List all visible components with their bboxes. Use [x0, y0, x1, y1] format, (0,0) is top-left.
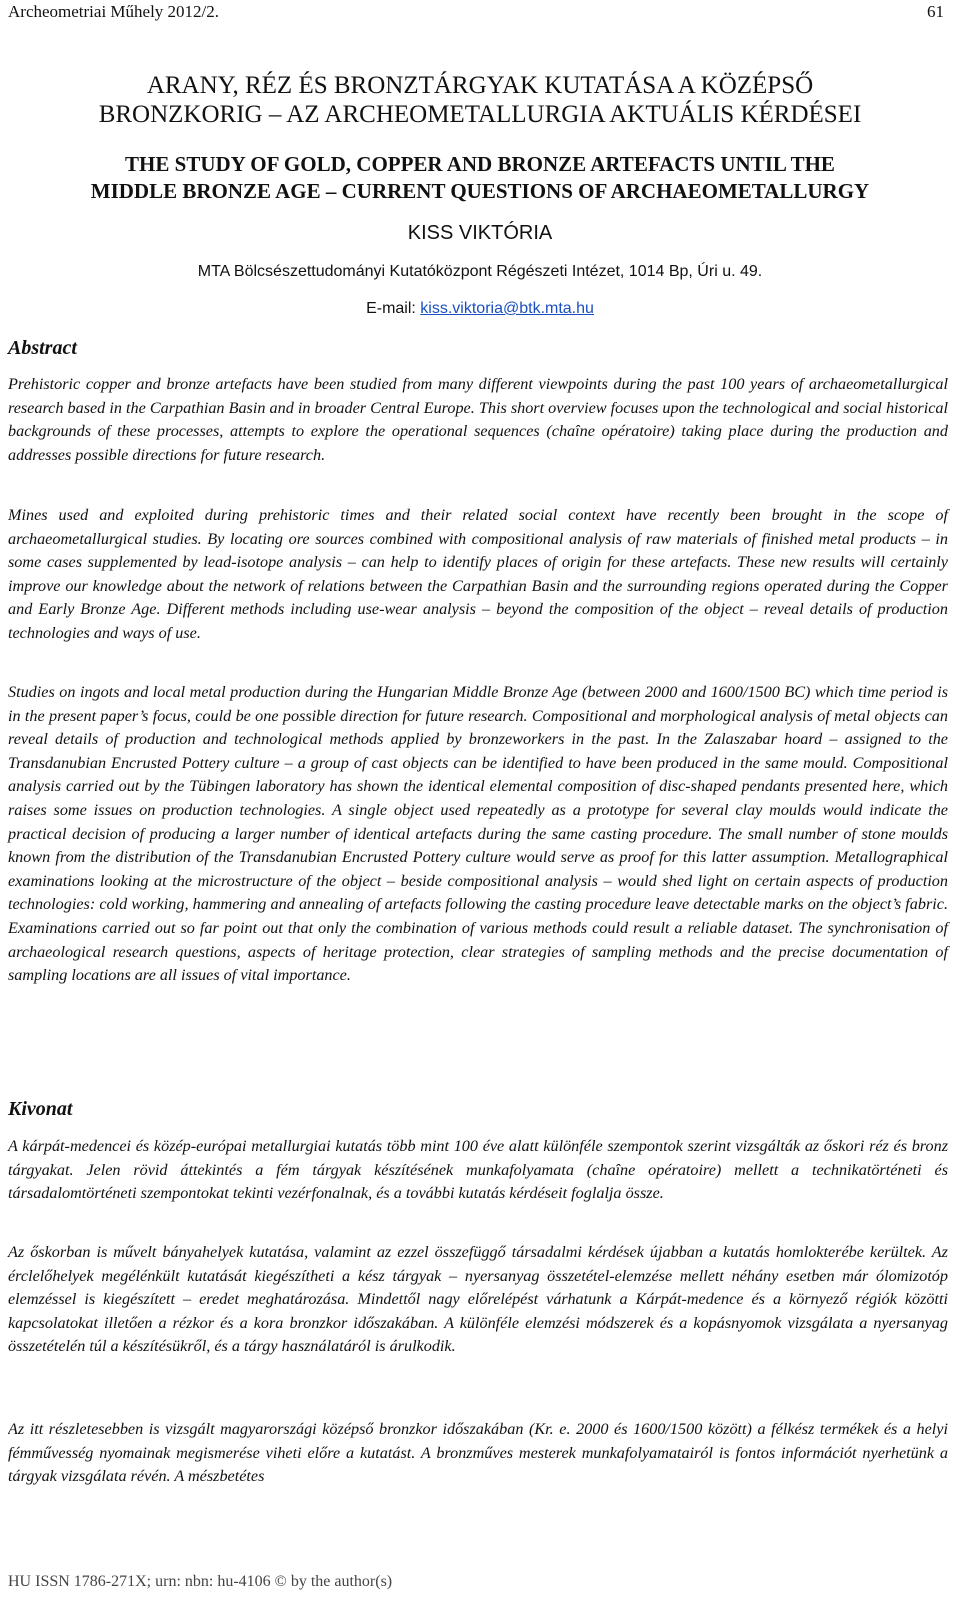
page-number: 61: [927, 2, 944, 21]
abstract-paragraph-2: Mines used and exploited during prehistoric times and their related social context have recently been brought in the scope of archaeometallurgical studies. By locating ore sources combined with compositional analysis of raw materials of finished metal products – in some cases supplemented by lead-isotope analysis – can help to identify places of origin for these artefacts. These new results will certainly improve our knowledge about the network of relations between the Carpathian Basin and the surrounding regions operated during the Copper and Early Bronze Age. Different methods including use-wear analysis – beyond the composition of the object – reveal details of production technologies and ways of use.: [8, 506, 948, 642]
email-label: E-mail:: [366, 300, 421, 317]
kivonat-paragraph-1: A kárpát-medencei és közép-európai metallurgiai kutatás több mint 100 éve alatt különféle szempontok szerint vizsgálták az őskori réz és bronz tárgyakat. Jelen rövid áttekintés a fém tárgyak készítésének munkafolyamata (chaîne opératoire) mellett a technikatörténeti és társadalomtörténeti szempontokat tekinti vezérfonalnak, és a további kutatás kérdéseit foglalja össze.: [8, 1137, 948, 1203]
kivonat-heading: Kivonat: [8, 1098, 73, 1120]
title-hungarian-line-2: BRONZKORIG – AZ ARCHEOMETALLURGIA AKTUÁLIS KÉRDÉSEI: [98, 101, 862, 128]
kivonat-paragraph-2: Az őskorban is művelt bányahelyek kutatása, valamint az ezzel összefüggő társadalmi kérdések újabban a kutatás homlokterébe kerültek. Az érclelőhelyek megélénkült kutatását kiegészítheti a kész tárgyak – nyersanyag összetétel-elemzése mellett néhány esetben már ólomizotóp elemzéssel is kiegészített – eredet meghatározása. Mindettől nagy előrelépést várhatunk a Kárpát-medence és a környező régiók közötti kapcsolatokat illetően a rézkor és a kora bronzkor időszakában. A különféle elemzési módszerek és a kopásnyomok vizsgálata a nyersanyag összetételén túl a készítésükről, és a tárgy használatáról is árulkodik.: [8, 1243, 948, 1356]
title-hungarian: [8, 71, 952, 129]
abstract-paragraph-1: Prehistoric copper and bronze artefacts have been studied from many different viewpoints during the past 100 years of archaeometallurgical research based in the Carpathian Basin and in broader Central Europe. This short overview focuses upon the technological and social historical backgrounds of these processes, attempts to explore the operational sequences (chaîne opératoire) taking place during the production and addresses possible directions for future research.: [8, 375, 948, 464]
title-english-line-1: THE STUDY OF GOLD, COPPER AND BRONZE ARTEFACTS UNTIL THE: [125, 152, 835, 176]
document-page: [8, 0, 952, 1599]
kivonat-paragraph-3: Az itt részletesebben is vizsgált magyarországi középső bronzkor időszakában (Kr. e. 2000 és 1600/1500 között) a félkész termékek és a helyi fémművesség nyomainak megismerése viheti előre a kutatást. A bronzműves mesterek munkafolyamatairól is fontos információt nyerhetünk a tárgyak vizsgálata révén. A mészbetétes: [8, 1420, 948, 1486]
title-english: [8, 151, 952, 205]
title-english-line-2: MIDDLE BRONZE AGE – CURRENT QUESTIONS OF ARCHAEOMETALLURGY: [90, 179, 870, 203]
title-hungarian-line-1: ARANY, RÉZ ÉS BRONZTÁRGYAK KUTATÁSA A KÖZÉPSŐ: [146, 72, 814, 99]
abstract-heading: Abstract: [8, 337, 77, 359]
author-affiliation: MTA Bölcsészettudományi Kutatóközpont Régészeti Intézet, 1014 Bp, Úri u. 49.: [197, 263, 763, 280]
author-email-line: [8, 298, 952, 319]
author-name: KISS VIKTÓRIA: [407, 222, 553, 244]
footer-issn: HU ISSN 1786-271X; urn: nbn: hu-4106 © by the author(s): [8, 1573, 393, 1590]
abstract-paragraph-3: Studies on ingots and local metal production during the Hungarian Middle Bronze Age (between 2000 and 1600/1500 BC) which time period is in the present paper’s focus, could be one possible direction for future research. Compositional and morphological analysis of metal objects can reveal details of production and technological methods applied by bronzeworkers in the past. In the Zalaszabar hoard – assigned to the Transdanubian Encrusted Pottery culture – a group of cast objects can be identified to have been produced in the same mould. Compositional analysis carried out by the Tübingen laboratory has shown the identical elemental composition of disc-shaped pendants presented here, which raises some issues on production technologies. A single object used repeatedly as a prototype for several clay moulds would indicate the practical decision of producing a larger number of identical artefacts during the same casting procedure. The small number of stone moulds known from the distribution of the Transdanubian Encrusted Pottery culture would serve as proof for this latter assumption. Metallographical examinations looking at the microstructure of the object – beside compositional analysis – would shed light on certain aspects of production technologies: cold working, hammering and annealing of artefacts following the casting procedure leave detectable marks on the object’s fabric. Examinations carried out so far point out that only the combination of various methods could result a reliable dataset. The synchronisation of archaeological research questions, aspects of heritage protection, clear strategies of sampling methods and the precise documentation of sampling locations are all issues of vital importance.: [8, 683, 948, 985]
journal-name: Archeometriai Műhely 2012/2.: [8, 2, 220, 21]
email-link[interactable]: kiss.viktoria@btk.mta.hu: [420, 300, 594, 317]
